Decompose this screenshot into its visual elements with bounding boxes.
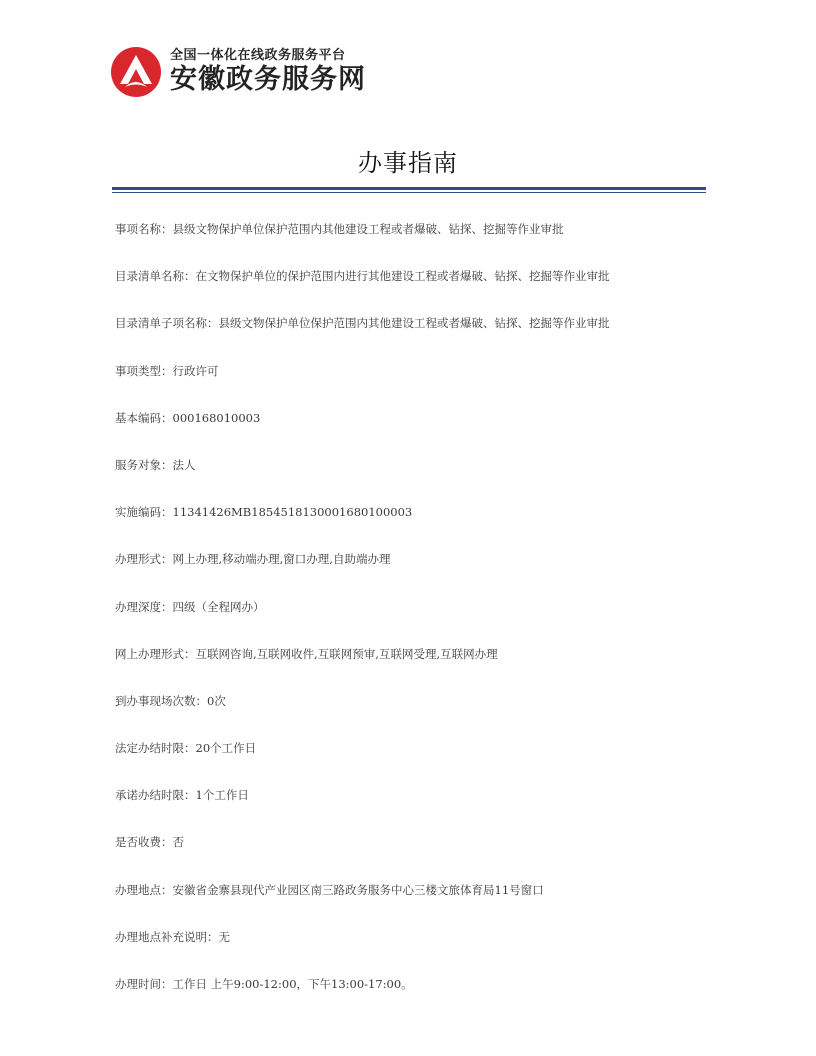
field-label: 办理地点补充说明： [115, 929, 219, 944]
guide-field-row [115, 646, 715, 693]
field-value: 1个工作日 [195, 788, 249, 803]
field-value: 工作日 上午9:00-12:00，下午13:00-17:00。 [172, 977, 413, 991]
guide-field-row [115, 268, 715, 315]
guide-field-row [115, 410, 715, 457]
field-value: 行政许可 [172, 363, 219, 378]
field-label: 目录清单子项名称： [115, 316, 219, 331]
field-label: 办理深度： [115, 599, 173, 614]
guide-field-list [115, 221, 715, 1023]
logo-subtitle: 全国一体化在线政务服务平台 [170, 48, 346, 63]
guide-field-row [115, 693, 715, 740]
field-value: 无 [218, 929, 230, 944]
guide-field-row [115, 504, 715, 551]
guide-field-row [115, 457, 715, 504]
guide-field-row [115, 976, 715, 1023]
field-label: 办理地点： [115, 882, 173, 897]
field-label: 承诺办结时限： [115, 788, 196, 803]
field-label: 网上办理形式： [115, 646, 196, 661]
field-value: 000168010003 [172, 410, 261, 425]
field-label: 目录清单名称： [115, 269, 196, 284]
field-label: 事项名称： [115, 222, 173, 236]
guide-field-row [115, 787, 715, 834]
field-label: 办理时间： [115, 977, 173, 991]
field-value: 在文物保护单位的保护范围内进行其他建设工程或者爆破、钻探、挖掘等作业审批 [195, 269, 610, 284]
field-label: 办理形式： [115, 552, 173, 567]
field-value: 县级文物保护单位保护范围内其他建设工程或者爆破、钻探、挖掘等作业审批 [218, 316, 610, 331]
field-value: 网上办理,移动端办理,窗口办理,自助端办理 [172, 552, 391, 567]
page-title: 办事指南 [358, 149, 458, 177]
field-label: 基本编码： [115, 410, 173, 425]
field-label: 事项类型： [115, 363, 173, 378]
guide-field-row [115, 834, 715, 881]
anhui-gov-logo-icon [110, 46, 162, 98]
guide-field-row [115, 882, 715, 929]
field-value: 县级文物保护单位保护范围内其他建设工程或者爆破、钻探、挖掘等作业审批 [172, 222, 564, 236]
field-label: 服务对象： [115, 457, 173, 472]
guide-field-row [115, 315, 715, 362]
title-divider-thin [112, 192, 706, 193]
guide-field-row [115, 363, 715, 410]
field-value: 11341426MB1854518130001680100003 [172, 505, 413, 520]
guide-field-row [115, 551, 715, 598]
guide-field-row [115, 929, 715, 976]
field-value: 否 [172, 835, 184, 850]
logo-title: 安徽政务服务网 [170, 64, 366, 95]
guide-field-row [115, 740, 715, 787]
field-label: 到办事现场次数： [115, 693, 207, 708]
field-label: 法定办结时限： [115, 741, 196, 756]
field-value: 0次 [207, 693, 226, 708]
field-value: 四级（全程网办） [172, 599, 265, 614]
field-label: 是否收费： [115, 835, 173, 850]
title-divider-thick [112, 187, 706, 190]
guide-field-row [115, 221, 715, 268]
field-value: 安徽省金寨县现代产业园区南三路政务服务中心三楼文旅体育局11号窗口 [172, 882, 544, 897]
field-value: 20个工作日 [195, 741, 257, 756]
field-label: 实施编码： [115, 505, 173, 520]
guide-field-row [115, 599, 715, 646]
field-value: 互联网咨询,互联网收件,互联网预审,互联网受理,互联网办理 [195, 646, 498, 661]
site-logo [110, 46, 366, 98]
field-value: 法人 [172, 457, 196, 472]
